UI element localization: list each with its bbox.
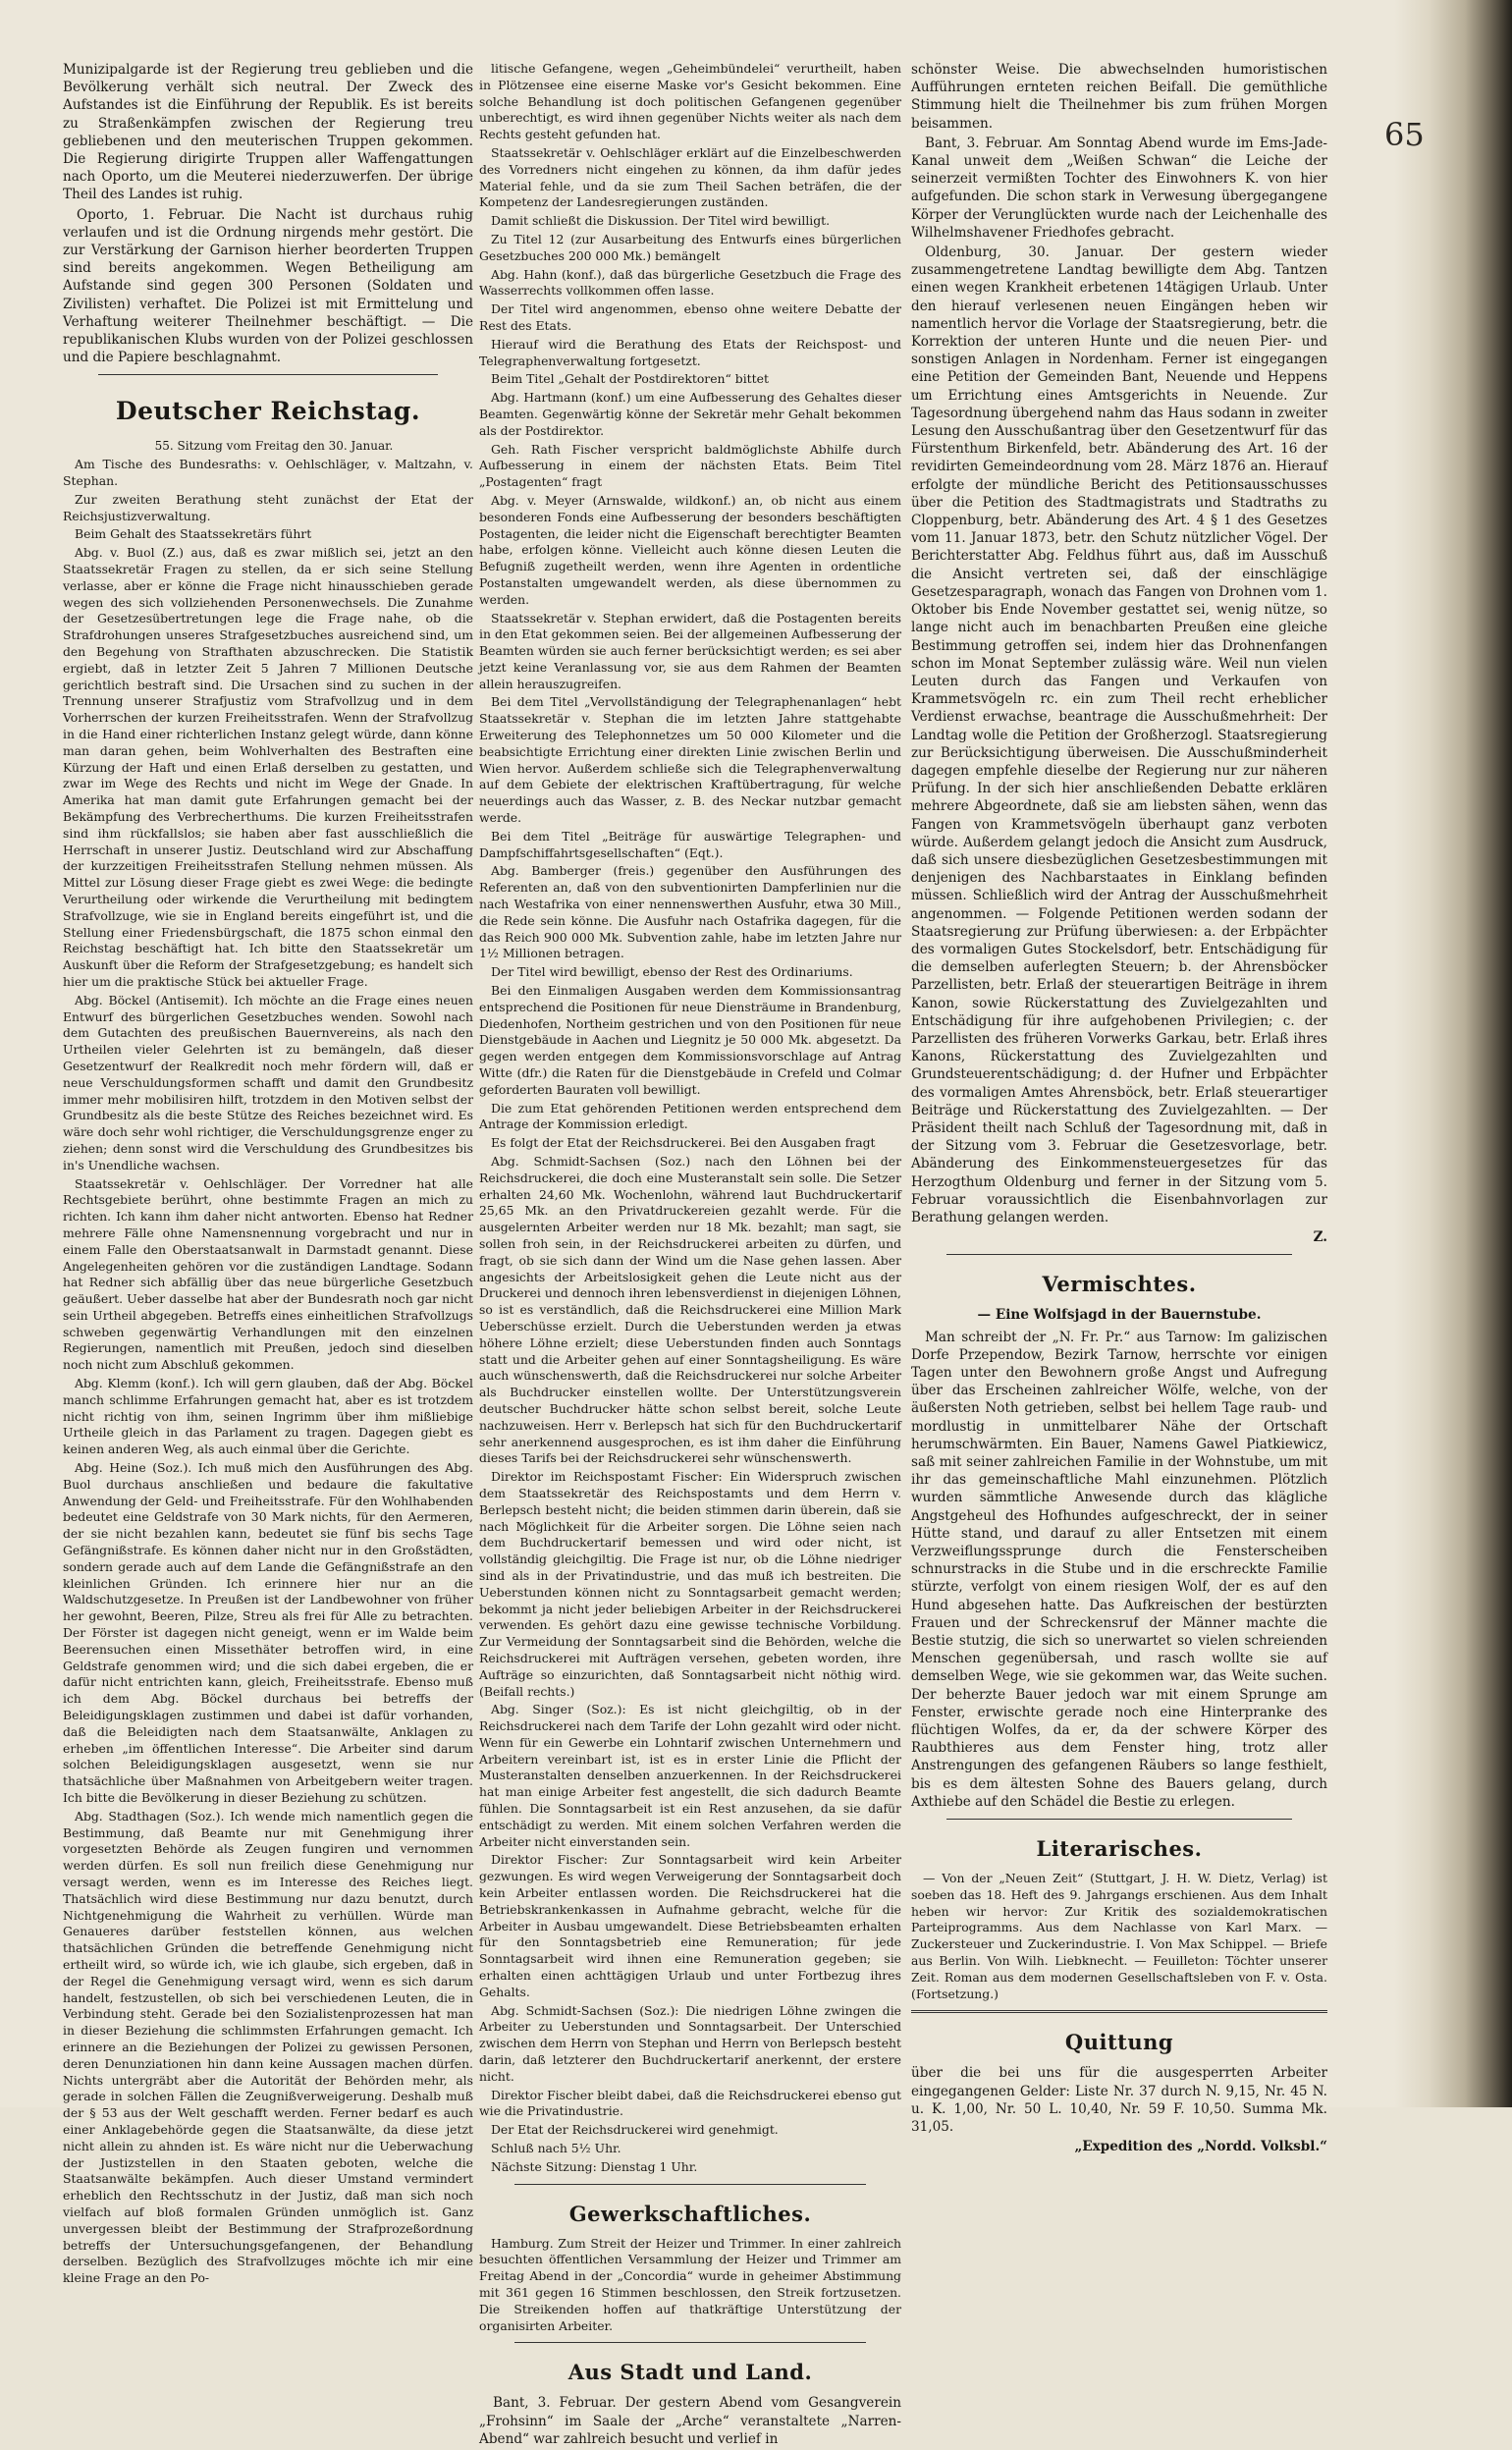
- literarisches-notice: — Von der „Neuen Zeit“ (Stuttgart, J. H. W. Dietz, Verlag) ist soeben das 18. Heft des 9. Jahrgangs erschienen. Aus dem Inhalt heben wir hervor: Zur Kritik des sozialdemokratischen Parteiprogramms. Aus dem Nachlasse von Karl Marx. — Zuckersteuer und Zuckerindustrie. I. Von Max Schippel. — Briefe aus Berlin. Von Wilh. Liebknecht. — Feuilleton: Töchter unserer Zeit. Roman aus dem modernen Gesellschaftsleben von F. v. Osta. (Fortsetzung.): [911, 1871, 1327, 2001]
- speech-oehlschlaeger-1: Staatssekretär v. Oehlschläger. Der Vorredner hat alle Rechtsgebiete berührt, ohne bestimmte Fragen an mich zu richten. Ich kann ihm daher nicht antworten. Ebenso hat Redner mehrere Fälle ohne Namensnennung vorgebracht und nur in einem Falle den Oberstaatsanwalt in Darmstadt genannt. Diese Angelegenheiten gehören vor die zuständigen Landtage. Sodann hat Redner sich abfällig über das neue bürgerliche Gesetzbuch geäußert. Ueber dasselbe hat aber der Bundesrath noch gar nicht sein Urtheil abgegeben. Betreffs eines einheitlichen Strafvollzugs schweben gegenwärtig Verhandlungen mit den einzelnen Regierungen, namentlich mit Preußen, jedoch sind dieselben noch nicht zum Abschluß gekommen.: [63, 1175, 473, 1373]
- section-divider: [946, 1254, 1292, 1255]
- etat-genehmigt: Der Etat der Reichsdruckerei wird genehmigt.: [491, 2122, 779, 2138]
- bundesrath-table: Am Tische des Bundesraths: v. Oehlschläger, v. Maltzahn, v. Stephan.: [63, 457, 473, 489]
- section-divider: [946, 1819, 1292, 1820]
- bant-report-1-continued: schönster Weise. Die abwechselnden humoristischen Aufführungen ernteten reichen Beifall. Die gemüthliche Stimmung hielt die Theilnehmer bis zum frühen Morgen beisammen.: [911, 62, 1327, 132]
- double-divider: [911, 2010, 1327, 2013]
- titel-postdirektoren: Beim Titel „Gehalt der Postdirektoren“ bittet: [491, 371, 769, 387]
- speech-oehlschlaeger-2: Staatssekretär v. Oehlschläger erklärt auf die Einzelbeschwerden des Vorredners nicht eingehen zu können, da ihm dafür jedes Material fehle, und da sie zum Theil Sachen beträfen, die der Kompetenz der Landesregierungen zuständen.: [479, 144, 901, 210]
- reichstag-heading: Deutscher Reichstag.: [115, 397, 421, 426]
- speech-fischer-3: Direktor Fischer: Zur Sonntagsarbeit wird kein Arbeiter gezwungen. Es wird wegen Verweigerung der Sonntagsarbeit doch kein Arbeiter entlassen worden. Die Reichsdruckerei hat die Betriebskrankenkassen in Aufnahme gebracht, welche für die Arbeiter in Ausbau umgewandelt. Diese Betriebsbeamten erhalten für den Sonntagsbetrieb eine Remuneration; für jede Sonntagsarbeit wird ihnen eine Remuneration gegeben; sie erhalten einen achttägigen Urlaub und unter Fortbezug ihres Gehalts.: [479, 1852, 901, 1999]
- expedition-signature: „Expedition des „Nordd. Volksbl.“: [1074, 2139, 1327, 2155]
- speech-meyer: Abg. v. Meyer (Arnswalde, wildkonf.) an, ob nicht aus einem besonderen Fonds eine Aufbesserung der besonders beschäftigten Postagenten, die leider nicht die Eigenschaft berechtigter Beamten habe, erfolgen könne. Vielleicht auch könne diesen Leuten die Befugniß zugetheilt werden, wenn ihre Agenten in ordentliche Postanstalten umgewandelt werden, als diese übernommen zu werden.: [479, 492, 901, 607]
- oldenburg-signature: Z.: [1313, 1229, 1327, 1246]
- oldenburg-report: Oldenburg, 30. Januar. Der gestern wieder zusammengetretene Landtag bewilligte dem Abg. Tantzen einen wegen Krankheit erbetenen 14tägigen Urlaub. Unter den hierauf verlesenen neuen Eingängen heben wir namentlich hervor die Vorlage der Staatsregierung, betr. die Korrektion der unteren Hunte und die neuen Pier- und sonstigen Anlagen in Nordenham. Ferner ist eingegangen eine Petition der Gemeinden Bant, Neuende und Heppens um Errichtung eines Amtsgerichts in Neuende. Zur Tagesordnung übergehend nahm das Haus sodann in zweiter Lesung den Ausschußantrag über den Gesetzentwurf für das Fürstenthum Birkenfeld, betr. Abänderung des Art. 16 der revidirten Gemeindeordnung vom 28. März 1876 an. Hierauf erfolgte der mündliche Bericht des Petitionsausschusses über die Petition des Stadtmagistrats und Stadtraths zu Cloppenburg, betr. Abänderung des Art. 4 § 1 des Gesetzes vom 11. Januar 1873, betr. den Schutz nützlicher Vögel. Der Berichterstatter Abg. Feldhus führt aus, daß im Ausschuß die Ansicht vertreten sei, daß der einschlägige Gesetzesparagraph, wonach das Fangen von Drohnen vom 1. Oktober bis Ende November gestattet sei, wenig nütze, so lange nicht auch im benachbarten Preußen eine gleiche Bestimmung getroffen sei, indem hier das Drohnenfangen schon im Monat September zulässig wäre. Weil nun vielen Leuten durch das Fangen und Verkaufen von Krammetsvögeln rc. ein zum Theil recht erheblicher Verdienst erwachse, beantrage die Ausschußmehrheit: Der Landtag wolle die Petition der Großherzogl. Staatsregierung zur Berücksichtigung überweisen. Die Ausschußminderheit dagegen empfehle dieselbe der Regierung nur zur näheren Prüfung. In der sich hier anschließenden Debatte erklären mehrere Abgeordnete, daß sie am liebsten sähen, wenn das Fangen von Krammetsvögeln überhaupt ganz verboten würde. Außerdem gelangt jedoch die Ansicht zum Ausdruck, daß sich unsere diesbezüglichen Gesetzesbestimmungen mit denjenigen des Nachbarstaates in Einklang befinden müssen. Schließlich wird der Antrag der Ausschußmehrheit angenommen. — Folgende Petitionen werden sodann der Staatsregierung zur Prüfung überwiesen: a. der Erbpächter des vormaligen Gutes Stockelsdorf, betr. Entschädigung für die demselben auferlegten Steuern; b. der Ahrensböcker Parzellisten, betr. Erlaß der steuerartigen Beiträge in ihrem Kanon, sowie Rückerstattung des Zuvielgezahlten und Entschädigung für ihre aufgehobenen Privilegien; c. der Parzellisten des früheren Vorwerks Garkau, betr. Erlaß ihres Kanons, Rückerstattung des Zuvielgezahlten und Grundsteuerentschädigung; d. der Hufner und Erbpächter des vormaligen Amtes Ahrensböck, betr. Erlaß steuerartiger Beiträge und Rückerstattung des Zuvielgezahlten. — Der Präsident theilt nach Schluß der Tagesordnung mit, daß in der Sitzung vom 3. Februar die Gesetzesvorlage, betr. Abänderung des Einkommensteuergesetzes für das Herzogthum Oldenburg und ferner in der Sitzung vom 5. Februar voraussichtlich die Eisenbahnvorlagen zur Berathung gelangen werden.: [911, 245, 1327, 1225]
- titel-12: Zu Titel 12 (zur Ausarbeitung des Entwurfs eines bürgerlichen Gesetzbuches 200 000 Mk.) bemängelt: [479, 231, 901, 263]
- portugal-report: Munizipalgarde ist der Regierung treu geblieben und die Bevölkerung verhält sich neutral. Der Zweck des Aufstandes ist die Einführung der Republik. Es ist bereits zu Straßenkämpfen zwischen der Regierung treu gebliebenen und den meuterischen Truppen gekommen. Die Regierung dirigirte Truppen aller Waffengattungen nach Oporto, um die Meuterei niederzuwerfen. Der übrige Theil des Landes ist ruhig.: [63, 62, 473, 203]
- speech-heine: Abg. Heine (Soz.). Ich muß mich den Ausführungen des Abg. Buol durchaus anschließen und bedaure die fakultative Anwendung der Geld- und Freiheitsstrafe. Für den Wohlhabenden bedeutet eine Geldstrafe von 30 Mark nichts, für den Aermeren, der sie nicht bezahlen kann, bedeutet sie fünf bis sechs Tage Gefängnißstrafe. Es können daher nicht nur in den Großstädten, sondern gerade auch auf dem Lande die Gefängnißstrafe an den kleinlichen Gründen. Ich erinnere hier nur an die Waldschutzgesetze. In Preußen ist der Landbewohner von früher her gewohnt, Beeren, Pilze, Streu als frei für Alle zu betrachten. Der Förster ist dagegen nicht geneigt, wenn er im Walde beim Beerensuchen einen Missethäter betroffen wird, in eine Geldstrafe genommen wird; und die sich dabei ergeben, die er dafür nicht entrichten kann, gleich, Freiheitsstrafe. Ebenso muß ich dem Abg. Böckel durchaus bei betreffs der Beleidigungsklagen zustimmen und dabei ist dafür vorhanden, daß die Beleidigten nach dem Staatsanwälte, Anklagen zu erheben „im öffentlichen Interesse“. Die Arbeiter sind darum solchen Beleidigungsklagen ausgesetzt, wenn sie nur thatsächliche über Maßnahmen von Arbeitgebern weiter tragen. Ich bitte die Bevölkerung in dieser Beziehung zu schützen.: [63, 1460, 473, 1805]
- speech-stephan-1: Staatssekretär v. Stephan erwidert, daß die Postagenten bereits in den Etat gekommen seien. Bei der allgemeinen Aufbesserung der Beamten würden sie auch ferner berücksichtigt werden; es sei aber jetzt keine Veranlassung vor, sie aus dem Rahmen der Beamten allein herauszugreifen.: [479, 610, 901, 691]
- wolf-article-title: — Eine Wolfsjagd in der Bauernstube.: [977, 1307, 1262, 1324]
- speech-schmidt-2: Abg. Schmidt-Sachsen (Soz.): Die niedrigen Löhne zwingen die Arbeiter zu Ueberstunden und Sonntagsarbeit. Der Unterschied zwischen dem Herrn von Stephan und Herrn von Berlepsch besteht darin, daß letzterer den Buchdruckertarif anerkennt, der erstere nicht.: [479, 2002, 901, 2084]
- einmalige-ausgaben: Bei den Einmaligen Ausgaben werden dem Kommissionsantrag entsprechend die Positionen für neue Diensträume in Brandenburg, Diedenhofen, Northeim gestrichen und von den Positionen für neue Dienstgebäude in Aachen und Liegnitz je 50 000 Mk. abgesetzt. Da gegen werden entgegen dem Kommissionsvorschlage auf Antrag Witte (dfr.) die Raten für die Dienstgebäude in Crefeld und Colmar geforderten Bauraten voll bewilligt.: [479, 983, 901, 1097]
- speech-singer: Abg. Singer (Soz.): Es ist nicht gleichgiltig, ob in der Reichsdruckerei nach dem Tarife der Lohn gezahlt wird oder nicht. Wenn für ein Gewerbe ein Lohntarif zwischen Unternehmern und Arbeitern vereinbart ist, ist es in erster Linie die Pflicht der Musteranstalten denselben anzuerkennen. In der Reichsdruckerei hat man einige Arbeiter fest angestellt, die sich dadurch Beamte fühlen. Die Sonntagsarbeit ist ein Rest anzusehen, da sie dafür entschädigt zu werden. Mit einem solchen Verfahren werden die Arbeiter nicht einverstanden sein.: [479, 1702, 901, 1849]
- speech-bamberger: Abg. Bamberger (freis.) gegenüber den Ausführungen des Referenten an, daß von den subventionirten Dampferlinien nur die nach Westafrika von einer nennenswerthen Ausfuhr, etwa 30 Mill., die Rede sein könne. Die Ausfuhr nach Ostafrika dagegen, für die das Reich 900 000 Mk. Subvention zahle, habe im letzten Jahre nur 1½ Millionen betragen.: [479, 863, 901, 961]
- wolf-article: Man schreibt der „N. Fr. Pr.“ aus Tarnow: Im galizischen Dorfe Przependow, Bezirk Tarnow, herrschte vor einigen Tagen unter den Bewohnern große Angst und Aufregung über das Erscheinen zahlreicher Wölfe, welche, von der äußersten Noth getrieben, selbst bei hellem Tage raub- und mordlustig in unmittelbarer Nähe der Ortschaft herumschwärmten. Ein Bauer, Namens Gawel Piatkiewicz, saß mit seiner zahlreichen Familie in der Wohnstube, um mit ihr das gemeinschaftliche Mahl einzunehmen. Plötzlich wurden sämmtliche Anwesende durch das klägliche Angstgeheul des Hofhundes aufgeschreckt, der in seiner Hütte stand, und darauf zu aller Entsetzen mit einem Verzweiflungssprunge durch die Fensterscheiben schnurstracks in die Stube und in die erschreckte Familie stürzte, verfolgt von einem riesigen Wolf, der es auf den Hund abgesehen hatte. Das Aufkreischen der bestürzten Frauen und der Schreckensruf der Männer machte die Bestie stutzig, die sich so unerwartet so vielen schreienden Menschen gegenübersah, und rasch wollte sie auf demselben Wege, wie sie gekommen war, das Weite suchen. Der beherzte Bauer jedoch war mit einem Sprunge am Fenster, erwischte gerade noch eine Hinterpranke des flüchtigen Wolfes, da er, da der schwere Körper des Raubthieres aus dem Fenster hing, trotz aller Anstrengungen des gefangenen Räubers so lange festhielt, bis es dem ältesten Sohne des Bauers gelang, durch Axthiebe auf den Schädel die Bestie zu erlegen.: [911, 1329, 1327, 1810]
- post-etat: Hierauf wird die Berathung des Etats der Reichspost- und Telegraphenverwaltung fortgesetzt.: [479, 336, 901, 368]
- speech-schmidt-1: Abg. Schmidt-Sachsen (Soz.) nach den Löhnen bei der Reichsdruckerei, die doch eine Musteranstalt sein solle. Die Setzer erhalten 24,60 Mk. Wochenlohn, während laut Buchdruckertarif 25,65 Mk. an den Privatdruckereien gezahlt werde. Für die ausgelernten Arbeiter werden nur 18 Mk. bezahlt; man sagt, sie sollen froh sein, in der Reichsdruckerei arbeiten zu dürfen, und fragt, ob sie sich dann der Wind um die Nase gehen lassen. Aber angesichts der Arbeitslosigkeit gehen die Leute nicht aus der Druckerei und dennoch ihren lebensverdienst in diejenigen Löhnen, so ist es verständlich, daß die Reichsdruckerei eine Million Mark Ueberschüsse erzielt. Durch die Ueberstunden werden ja etwas höhere Löhne erzielt; diese Ueberstunden finden auch Sonntags statt und die Arbeiter gehen auf einer Sonntagsheiligung. Es wäre auch wünschenswerth, daß die Reichsdruckerei nur solche Arbeiter als Buchdrucker einstellen wollte. Der Unterstützungsverein deutscher Buchdrucker hätte schon selbst bereit, solche Leute nachzuweisen. Herr v. Berlepsch hat sich für den Buchdruckertarif sehr anerkennend ausgesprochen, es ist ihm daher die Einführung dieses Tarifs bei der Reichsdruckerei sehr wünschenswerth.: [479, 1154, 901, 1466]
- column-3: [911, 61, 1327, 2157]
- gehalt-line: Beim Gehalt des Staatssekretärs führt: [75, 526, 312, 542]
- stadt-und-land-heading: Aus Stadt und Land.: [567, 2360, 813, 2385]
- page-number: 65: [1384, 116, 1425, 153]
- quittung-heading: Quittung: [1064, 2030, 1174, 2055]
- speech-hartmann: Abg. Hartmann (konf.) um eine Aufbesserung des Gehaltes dieser Beamten. Gegenwärtig könne der Sekretär mehr Gehalt bekommen als der Postdirektor.: [479, 390, 901, 438]
- titel-beitraege: Bei dem Titel „Beiträge für auswärtige Telegraphen- und Dampfschiffahrtsgesellschaften“ (Eqt.).: [479, 828, 901, 860]
- stadthagen-continued: litische Gefangene, wegen „Geheimbündelei“ verurtheilt, haben in Plötzensee eine eiserne Maske vor's Gesicht bekommen. Eine solche Behandlung ist doch politischen Gefangenen gegenüber unberechtigt, es wird ihnen gegenüber Nichts weiter als nach dem Rechts gesteht gefunden hat.: [479, 61, 901, 142]
- speech-buol: Abg. v. Buol (Z.) aus, daß es zwar mißlich sei, jetzt an den Staatssekretär Fragen zu stellen, da er sich seine Stellung verlasse, aber er könne die Frage nicht hinausschieben gerade wegen des sich vollziehenden Personenwechsels. Die Zunahme der Gesetzesübertretungen lege die Frage nahe, ob die Strafdrohungen unseres Strafgesetzbuches ausreichend sind, um den Begehung von Strafthaten abzuschrecken. Die Statistik ergiebt, daß in letzter Zeit 5 Jahren 7 Millionen Deutsche gerichtlich bestraft sind. Die Ursachen sind zu suchen in der Trennung unserer Strafjustiz vom Strafvollzug und in dem Vorherrschen der kurzen Freiheitsstrafen. Wenn der Strafvollzug in die Hand einer richterlichen Instanz gelegt würde, dann könne man daran gehen, beim Wohlverhalten des Bestraften eine Kürzung der Haft und einen Erlaß derselben zu gestatten, und zwar im Wege des Rechts und nicht im Wege der Gnade. In Amerika hat man damit gute Erfahrungen gemacht bei der Bekämpfung des Verbrecherthums. Die kurzen Freiheitsstrafen sind ihm rückfallslos; sie haben aber fast ausschließlich die Herrschaft in unserer Justiz. Deutschland wird zur Abschaffung der kurzzeitigen Freiheitsstrafen Stellung nehmen müssen. Als Mittel zur Lösung dieser Frage giebt es zwei Wege: die bedingte Verurtheilung oder wirkende die Verurtheilung mit bedingtem Strafvollzuge, wie sie in England bereits eingeführt ist, und die Stellung einer Friedensbürgschaft, die 1875 schon einmal den Reichstag beschäftigt hat. Ich bitte den Staatssekretär um Auskunft über die Reform der Strafgesetzgebung; es handelt sich hier um die praktische Stück bei aktueller Frage.: [63, 545, 473, 989]
- vermischtes-heading: Vermischtes.: [1042, 1272, 1197, 1297]
- speech-fischer-1: Geh. Rath Fischer verspricht baldmöglichste Abhilfe durch Aufbesserung in einem der nächsten Etats. Beim Titel „Postagenten“ fragt: [479, 441, 901, 490]
- agenda-line: Zur zweiten Berathung steht zunächst der Etat der Reichsjustizverwaltung.: [63, 491, 473, 523]
- column-1: [63, 61, 473, 2289]
- quittung-text: über die bei uns für die ausgesperrten Arbeiter eingegangenen Gelder: Liste Nr. 37 durch N. 9,15, Nr. 45 N. u. K. 1,00, Nr. 50 L. 10,40, Nr. 59 F. 10,50. Summa Mk. 31,05.: [911, 2065, 1327, 2136]
- speech-klemm: Abg. Klemm (konf.). Ich will gern glauben, daß der Abg. Böckel manch schlimme Erfahrungen gemacht hat, aber es ist trotzdem nicht richtig von ihm, seinen Ingrimm über ihm mißliebige Urtheile gleich in das Parlament zu tragen. Dagegen giebt es keinen anderen Weg, als auch einmal über die Gerichte.: [63, 1376, 473, 1457]
- speech-boeckel: Abg. Böckel (Antisemit). Ich möchte an die Frage eines neuen Entwurf des bürgerlichen Gesetzbuches wenden. Sowohl nach dem Gutachten des preußischen Bauernvereins, als nach den Urtheilen vieler Gelehrten ist zu bemängeln, daß dieser Gesetzentwurf der Realkredit noch mehr fördern will, daß er neue Verschuldungsformen schafft und damit den Grundbesitz immer mehr mobilisiren hilft, trotzdem in den Motiven selbst der Grundbesitz als die beste Stütze des Reiches bezeichnet wird. Es wäre doch sehr wohl richtiger, die Verschuldungsgrenze enger zu ziehen; denn sonst wird die Verschuldung des Grundbesitzes bis in's Unendliche wachsen.: [63, 992, 473, 1172]
- schluss-line: Schluß nach 5½ Uhr.: [491, 2141, 621, 2156]
- reichsdruckerei-etat: Es folgt der Etat der Reichsdruckerei. Bei den Ausgaben fragt: [491, 1135, 876, 1151]
- hamburg-report: Hamburg. Zum Streit der Heizer und Trimmer. In einer zahlreich besuchten öffentlichen Versammlung der Heizer und Trimmer am Freitag Abend in der „Concordia“ wurde in geheimer Abstimmung mit 361 gegen 16 Stimmen beschlossen, den Streik fortzusetzen. Die Streikenden hoffen auf thatkräftige Unterstützung der organisirten Arbeiter.: [479, 2235, 901, 2333]
- titel-telegraphen: Bei dem Titel „Vervollständigung der Telegraphenanlagen“ hebt Staatssekretär v. Stephan die im letzten Jahre stattgehabte Erweiterung des Telephonnetzes um 50 000 Kilometer und die beabsichtigte Errichtung einer direkten Linie zwischen Berlin und Wien hervor. Außerdem schließe sich die Telegraphenverwaltung auf dem Gebiete der elektrischen Kraftübertragung, für welche neuerdings auch das Wasser, z. B. des Neckar nutzbar gemacht werde.: [479, 694, 901, 826]
- naechste-sitzung: Nächste Sitzung: Dienstag 1 Uhr.: [491, 2158, 698, 2174]
- bant-report-1: Bant, 3. Februar. Der gestern Abend vom Gesangverein „Frohsinn“ im Saale der „Arche“ veranstaltete „Narren-Abend“ war zahlreich besucht und verlief in: [479, 2395, 901, 2447]
- oporto-report: Oporto, 1. Februar. Die Nacht ist durchaus ruhig verlaufen und ist die Ordnung nirgends mehr gestört. Die zur Verstärkung der Garnison hierher beorderten Truppen sind bereits angekommen. Wegen Betheiligung am Aufstande sind gegen 300 Personen (Soldaten und Zivilisten) verhaftet. Die Polizei ist mit Ermittelung und Verhaftung weiterer Theilnehmer beschäftigt. — Die republikanischen Klubs wurden von der Polizei geschlossen und die Papiere beschlagnahmt.: [63, 206, 473, 366]
- gewerkschaftliches-heading: Gewerkschaftliches.: [568, 2201, 812, 2226]
- speech-hahn: Abg. Hahn (konf.), daß das bürgerliche Gesetzbuch die Frage des Wasserrechts vollkommen offen lasse.: [479, 266, 901, 299]
- discussion-closed: Damit schließt die Diskussion. Der Titel wird bewilligt.: [491, 213, 831, 229]
- speech-fischer-4: Direktor Fischer bleibt dabei, daß die Reichsdruckerei ebenso gut wie die Privatindustrie.: [479, 2087, 901, 2119]
- bant-report-2: Bant, 3. Februar. Am Sonntag Abend wurde im Ems-Jade-Kanal unweit dem „Weißen Schwan“ die Leiche der seinerzeit vermißten Tochter des Einwohners K. von hier aufgefunden. Die schon stark in Verwesung übergegangene Körper der Verunglückten wurde nach der Leichenhalle des Wilhelmshavener Friedhofes gebracht.: [911, 135, 1327, 241]
- section-divider: [514, 2184, 866, 2185]
- section-divider: [514, 2342, 866, 2343]
- ordinarium: Der Titel wird bewilligt, ebenso der Rest des Ordinariums.: [491, 964, 853, 980]
- column-2: [479, 61, 901, 2450]
- petitionen: Die zum Etat gehörenden Petitionen werden entsprechend dem Antrage der Kommission erledigt.: [479, 1100, 901, 1132]
- section-divider: [98, 374, 438, 375]
- speech-fischer-2: Direktor im Reichspostamt Fischer: Ein Widerspruch zwischen dem Staatssekretär des Reichspostamts und dem Herrn v. Berlepsch besteht nicht; die beiden stimmen darin überein, daß sie nach Möglichkeit für die Arbeiter sorgen. Die Löhne seien nach dem Buchdruckertarif bemessen und wird oder nicht, ist vollständig gleichgiltig. Die Frage ist nur, ob die Löhne niedriger sind als in der Privatindustrie, und das muß ich bestreiten. Die Ueberstunden können nicht zu Sonntagsarbeit gemacht werden; bekommt ja nicht jeder beliebigen Arbeiter in der Reichsdruckerei verwenden. Es gehört dazu eine gewisse technische Vorbildung. Zur Vermeidung der Sonntagsarbeit sind die Behörden, welche die Reichsdruckerei mit Aufträgen versehen, gebeten worden, ihre Aufträge so einzurichten, daß Sonntagsarbeit nicht nöthig wird. (Beifall rechts.): [479, 1469, 901, 1699]
- book-spine-shadow: [1394, 0, 1512, 2107]
- rest-accepted: Der Titel wird angenommen, ebenso ohne weitere Debatte der Rest des Etats.: [479, 301, 901, 333]
- speech-stadthagen: Abg. Stadthagen (Soz.). Ich wende mich namentlich gegen die Bestimmung, daß Beamte nur mit Genehmigung ihrer vorgesetzten Behörde als Zeugen fungiren und vernommen werden dürfen. Es soll nun freilich diese Genehmigung nur versagt werden, wenn es im Interesse des Reiches liegt. Thatsächlich wird diese Bestimmung nur dazu benutzt, durch Nichtgenehmigung die Wahrheit zu verhüllen. Würde man Genaueres darüber feststellen können, aus welchen thatsächlichen Gründen die betreffende Genehmigung nicht ertheilt wird, so würde ich, wie ich glaube, sich ergeben, daß in der Regel die Genehmigung versagt wird, wenn es sich darum handelt, festzustellen, ob sich bei verschiedenen Leuten, die in Verbindung steht. Gerade bei den Sozialistenprozessen hat man in dieser Beziehung die schlimmsten Erfahrungen gemacht. Ich erinnere an die Beziehungen der Polizei zu gewissen Personen, deren Denunziationen hin dann keine Aussagen machen dürfen. Nichts untergräbt aber die Autorität der Behörden mehr, als gerade in solchen Fällen die Zeugnißverweigerung. Deshalb muß der § 53 aus der Welt geschafft werden. Ferner bedarf es auch einer Anklagebehörde gegen die Staatsanwälte, da diese jetzt nicht allein zu ahnden ist. Es wäre nicht nur die Ueberwachung der Justizstellen in den Staaten geboten, welche die Staatsanwälte bekämpfen. Auch dieser Umstand vermindert erheblich den Rechtsschutz in der Justiz, daß man sich noch vielfach auf bloß formalen Gründen unmöglich ist. Ganz unvergessen bleibt der Bestimmung der Strafprozeßordnung betreffs der Untersuchungsgefangenen, der Behandlung derselben. Bezüglich des Strafvollzuges möchte ich mir eine kleine Frage an den Po-: [63, 1808, 473, 2286]
- literarisches-heading: Literarisches.: [1036, 1836, 1203, 1862]
- session-line: 55. Sitzung vom Freitag den 30. Januar.: [154, 439, 394, 454]
